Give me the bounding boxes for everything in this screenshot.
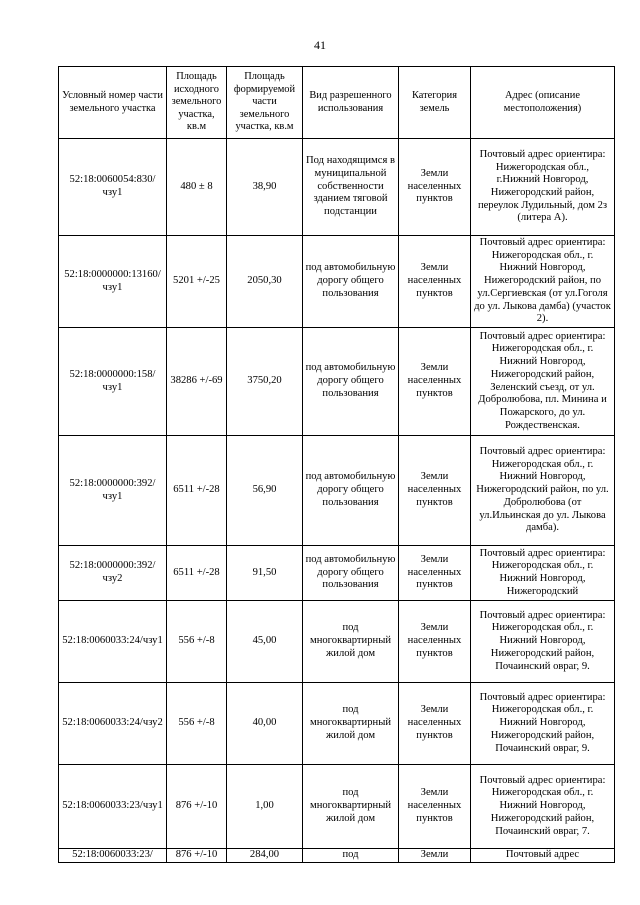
permitted-use-cell: под автомобильную дорогу общего пользования bbox=[303, 436, 399, 546]
cadastral-number-cell: 52:18:0060054:830/чзу1 bbox=[59, 139, 167, 236]
part-area-cell: 45,00 bbox=[227, 601, 303, 683]
land-category-cell: Земли населенных пунктов bbox=[399, 601, 471, 683]
permitted-use-cell: под автомобильную дорогу общего пользования bbox=[303, 236, 399, 328]
cadastral-number-cell: 52:18:0060033:24/чзу2 bbox=[59, 683, 167, 765]
source-area-cell: 556 +/-8 bbox=[167, 601, 227, 683]
header-source-area: Площадь исходного земельного участка, кв.м bbox=[167, 67, 227, 139]
table-row bbox=[59, 546, 615, 601]
permitted-use-cell: под автомобильную дорогу общего пользования bbox=[303, 328, 399, 436]
address-cell: Почтовый адрес ориентира: Нижегородская обл., г. Нижний Новгород, Нижегородский район, по ул. Добролюбова (от ул.Ильинская до ул. Лыкова дамба). bbox=[471, 436, 615, 546]
table-row bbox=[59, 683, 615, 765]
land-category-cell: Земли населенных пунктов bbox=[399, 436, 471, 546]
land-category-cell: Земли населенных пунктов bbox=[399, 236, 471, 328]
cadastral-number-cell: 52:18:0060033:23/ bbox=[59, 849, 167, 863]
table-row bbox=[59, 849, 615, 863]
permitted-use-cell: под многоквартирный жилой дом bbox=[303, 601, 399, 683]
part-area-cell: 40,00 bbox=[227, 683, 303, 765]
cadastral-number-cell: 52:18:0000000:392/чзу2 bbox=[59, 546, 167, 601]
land-category-cell: Земли населенных пунктов bbox=[399, 546, 471, 601]
land-category-cell: Земли населенных пунктов bbox=[399, 139, 471, 236]
source-area-cell: 480 ± 8 bbox=[167, 139, 227, 236]
part-area-cell: 56,90 bbox=[227, 436, 303, 546]
cadastral-number-cell: 52:18:0000000:13160/чзу1 bbox=[59, 236, 167, 328]
table-row bbox=[59, 236, 615, 328]
permitted-use-cell: под многоквартирный жилой дом bbox=[303, 683, 399, 765]
header-land-category: Категория земель bbox=[399, 67, 471, 139]
cadastral-number-cell: 52:18:0000000:392/чзу1 bbox=[59, 436, 167, 546]
source-area-cell: 556 +/-8 bbox=[167, 683, 227, 765]
land-category-cell: Земли населенных пунктов bbox=[399, 328, 471, 436]
land-category-cell: Земли bbox=[399, 849, 471, 863]
source-area-cell: 38286 +/-69 bbox=[167, 328, 227, 436]
header-address: Адрес (описание местоположения) bbox=[471, 67, 615, 139]
part-area-cell: 91,50 bbox=[227, 546, 303, 601]
land-category-cell: Земли населенных пунктов bbox=[399, 765, 471, 849]
source-area-cell: 6511 +/-28 bbox=[167, 546, 227, 601]
page-number: 41 bbox=[314, 38, 326, 52]
table-row bbox=[59, 765, 615, 849]
cadastral-number-cell: 52:18:0060033:24/чзу1 bbox=[59, 601, 167, 683]
address-cell: Почтовый адрес bbox=[471, 849, 615, 863]
permitted-use-cell: под многоквартирный жилой дом bbox=[303, 765, 399, 849]
address-cell: Почтовый адрес ориентира: Нижегородская обл., г. Нижний Новгород, Нижегородский район, Зеленский съезд, от ул. Добролюбова, пл. Минина и Пожарского, до ул. Рождественская. bbox=[471, 328, 615, 436]
table-row bbox=[59, 139, 615, 236]
address-cell: Почтовый адрес ориентира: Нижегородская обл., г. Нижний Новгород, Нижегородский район, по ул.Сергиевская (от ул.Гоголя до ул. Лыкова дамба) (участок 2). bbox=[471, 236, 615, 328]
table-header-row bbox=[59, 67, 615, 139]
address-cell: Почтовый адрес ориентира: Нижегородская обл., г.Нижний Новгород, Нижегородский район, переулок Лудильный, дом 2з (литера А). bbox=[471, 139, 615, 236]
address-cell: Почтовый адрес ориентира: Нижегородская обл., г. Нижний Новгород, Нижегородский район, Почаинский овраг, 9. bbox=[471, 683, 615, 765]
table-row bbox=[59, 436, 615, 546]
permitted-use-cell: под автомобильную дорогу общего пользования bbox=[303, 546, 399, 601]
header-permitted-use: Вид разрешенного использования bbox=[303, 67, 399, 139]
address-cell: Почтовый адрес ориентира: Нижегородская обл., г. Нижний Новгород, Нижегородский bbox=[471, 546, 615, 601]
source-area-cell: 876 +/-10 bbox=[167, 849, 227, 863]
part-area-cell: 38,90 bbox=[227, 139, 303, 236]
cadastral-number-cell: 52:18:0000000:158/чзу1 bbox=[59, 328, 167, 436]
address-cell: Почтовый адрес ориентира: Нижегородская обл., г. Нижний Новгород, Нижегородский район, Почаинский овраг, 9. bbox=[471, 601, 615, 683]
permitted-use-cell: под bbox=[303, 849, 399, 863]
source-area-cell: 5201 +/-25 bbox=[167, 236, 227, 328]
header-part-area: Площадь формируемой части земельного участка, кв.м bbox=[227, 67, 303, 139]
part-area-cell: 284,00 bbox=[227, 849, 303, 863]
part-area-cell: 2050,30 bbox=[227, 236, 303, 328]
part-area-cell: 1,00 bbox=[227, 765, 303, 849]
table-row bbox=[59, 601, 615, 683]
permitted-use-cell: Под находящимся в муниципальной собственности зданием тяговой подстанции bbox=[303, 139, 399, 236]
part-area-cell: 3750,20 bbox=[227, 328, 303, 436]
table-row bbox=[59, 328, 615, 436]
header-cadastral-number: Условный номер части земельного участка bbox=[59, 67, 167, 139]
land-parcels-table bbox=[58, 66, 615, 863]
address-cell: Почтовый адрес ориентира: Нижегородская обл., г. Нижний Новгород, Нижегородский район, Почаинский овраг, 7. bbox=[471, 765, 615, 849]
source-area-cell: 6511 +/-28 bbox=[167, 436, 227, 546]
cadastral-number-cell: 52:18:0060033:23/чзу1 bbox=[59, 765, 167, 849]
land-category-cell: Земли населенных пунктов bbox=[399, 683, 471, 765]
source-area-cell: 876 +/-10 bbox=[167, 765, 227, 849]
